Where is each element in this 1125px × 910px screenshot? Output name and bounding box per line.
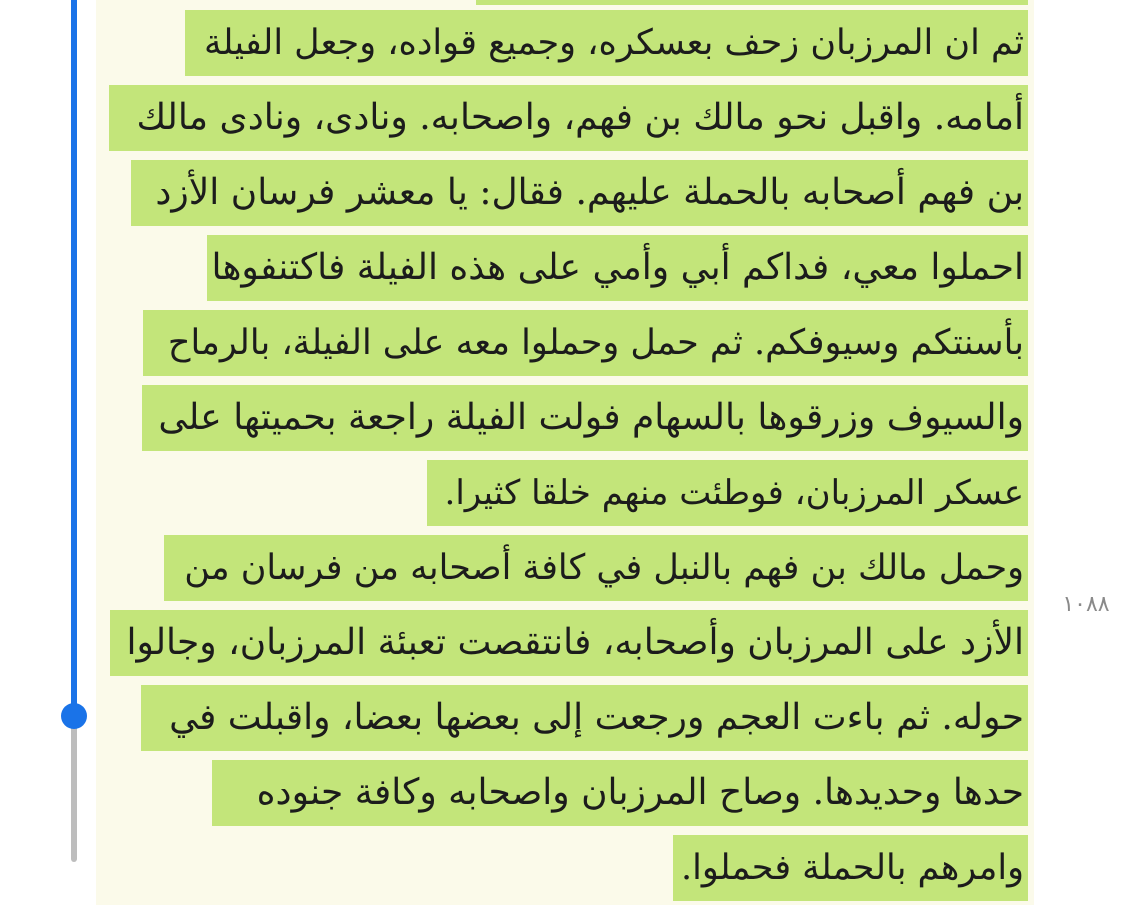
- highlighted-line[interactable]: بأسنتكم وسيوفكم. ثم حمل وحملوا معه على الفيلة، بالرماح: [143, 310, 1028, 376]
- highlighted-line[interactable]: أمامه. واقبل نحو مالك بن فهم، واصحابه. ونادى، ونادى مالك: [109, 85, 1028, 151]
- highlight-previous-line[interactable]: [476, 0, 1028, 5]
- page-number: ١٠٨٨: [1062, 592, 1110, 617]
- text-line[interactable]: [96, 385, 1028, 460]
- highlighted-line[interactable]: احملوا معي، فداكم أبي وأمي على هذه الفيلة فاكتنفوها: [207, 235, 1028, 301]
- text-line[interactable]: [96, 535, 1028, 610]
- highlighted-line[interactable]: وامرهم بالحملة فحملوا.: [673, 835, 1028, 901]
- text-line[interactable]: [96, 835, 1028, 910]
- highlighted-line[interactable]: حوله. ثم باءت العجم ورجعت إلى بعضها بعضا، واقبلت في: [141, 685, 1028, 751]
- highlighted-line[interactable]: بن فهم أصحابه بالحملة عليهم. فقال: يا معشر فرسان الأزد: [131, 160, 1028, 226]
- text-line[interactable]: [96, 760, 1028, 835]
- text-line[interactable]: [96, 10, 1028, 85]
- scrubber-track-progress[interactable]: [71, 0, 77, 716]
- highlighted-line[interactable]: عسكر المرزبان، فوطئت منهم خلقا كثيرا.: [427, 460, 1028, 526]
- left-gutter: [0, 0, 96, 905]
- highlighted-line[interactable]: الأزد على المرزبان وأصحابه، فانتقصت تعبئة المرزبان، وجالوا: [110, 610, 1028, 676]
- scrubber-handle[interactable]: [61, 703, 87, 729]
- highlighted-line[interactable]: ثم ان المرزبان زحف بعسكره، وجميع قواده، وجعل الفيلة: [185, 10, 1028, 76]
- scrubber-track-remaining[interactable]: [71, 716, 77, 862]
- text-line[interactable]: [96, 160, 1028, 235]
- text-line[interactable]: [96, 310, 1028, 385]
- highlighted-line[interactable]: حدها وحديدها. وصاح المرزبان واصحابه وكافة جنوده: [212, 760, 1028, 826]
- text-line[interactable]: [96, 460, 1028, 535]
- text-line[interactable]: [96, 685, 1028, 760]
- highlighted-line[interactable]: وحمل مالك بن فهم بالنبل في كافة أصحابه من فرسان من: [164, 535, 1028, 601]
- right-margin: [1034, 0, 1125, 905]
- highlighted-line[interactable]: والسيوف وزرقوها بالسهام فولت الفيلة راجعة بحميتها على: [142, 385, 1028, 451]
- text-line[interactable]: [96, 610, 1028, 685]
- text-line[interactable]: [96, 235, 1028, 310]
- highlighted-text-body[interactable]: [96, 10, 1028, 910]
- text-line[interactable]: [96, 85, 1028, 160]
